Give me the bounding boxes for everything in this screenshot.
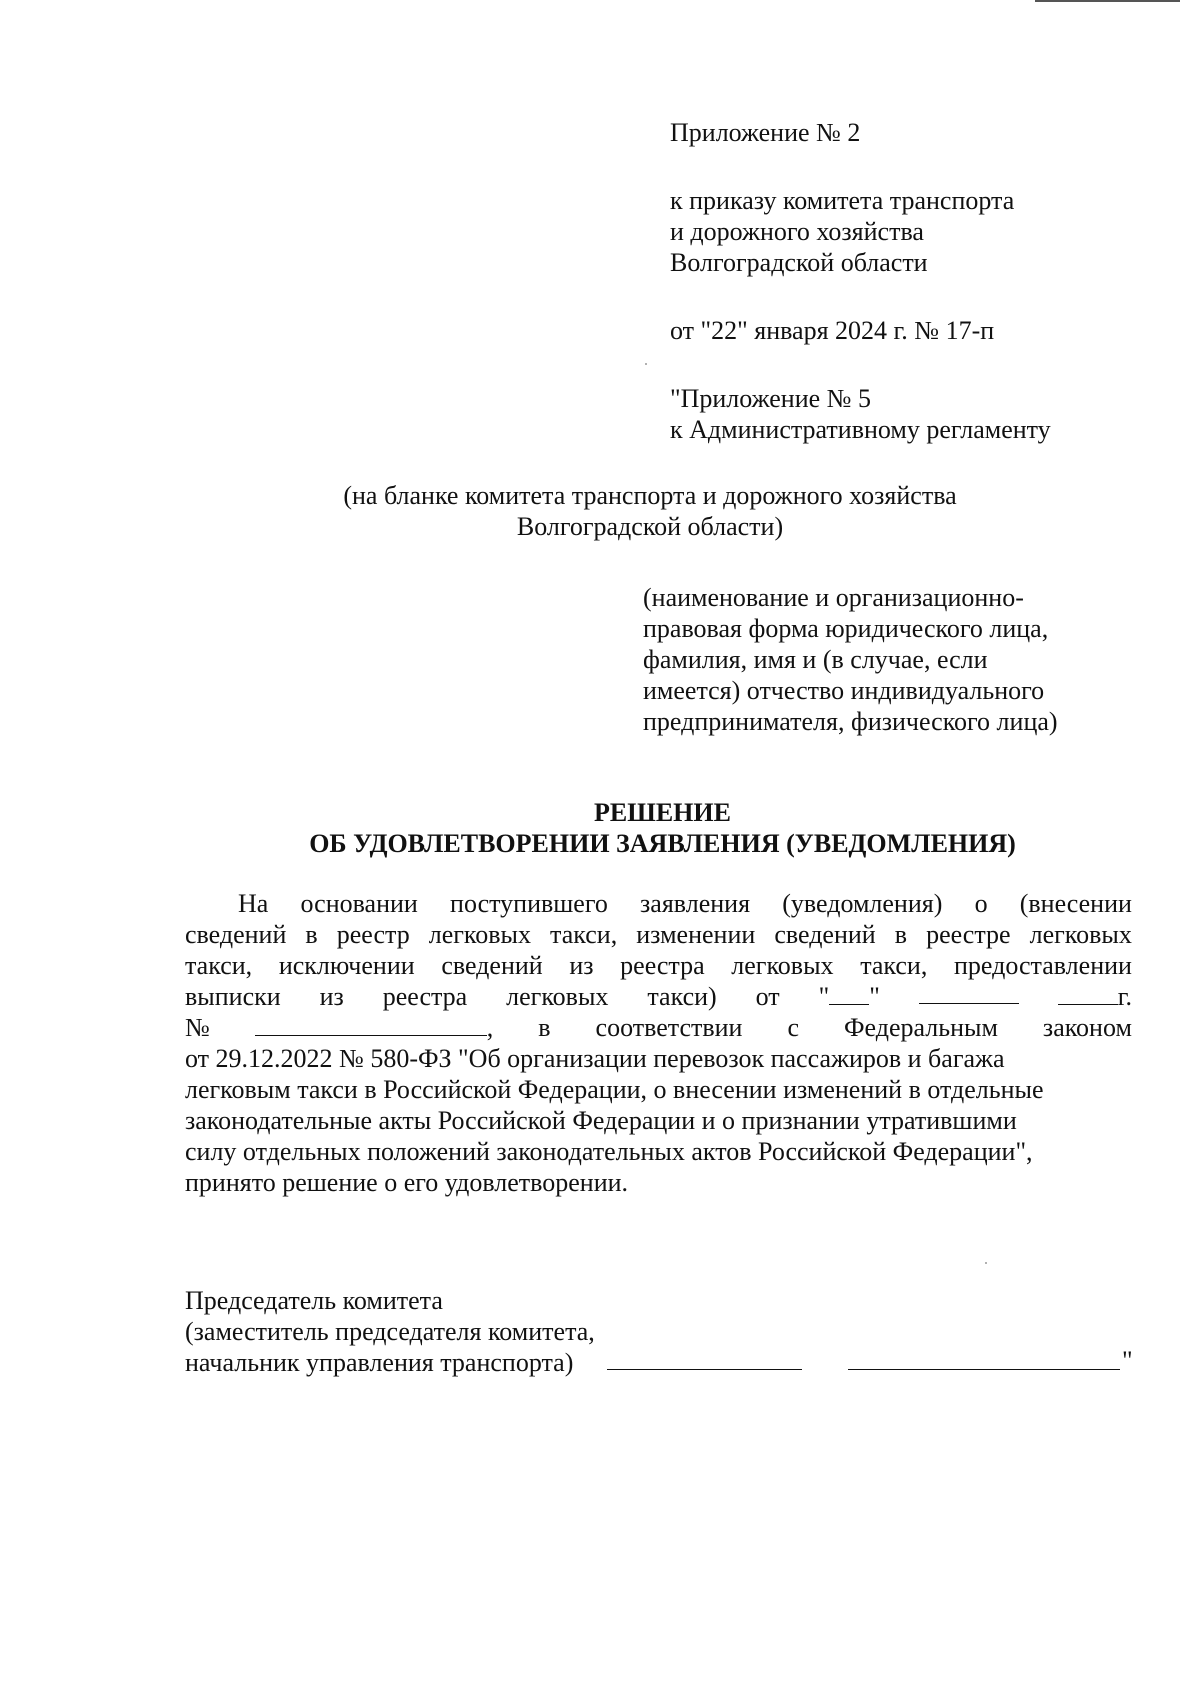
word: в <box>305 920 318 949</box>
word: сведений <box>441 951 543 980</box>
word: легковых <box>1029 920 1132 949</box>
number-blank <box>255 1013 487 1036</box>
word: № <box>185 1013 210 1042</box>
signature-blank <box>607 1367 802 1370</box>
paragraph-line: от 29.12.2022 № 580-ФЗ "Об организации перевозок пассажиров и багажа <box>185 1044 1005 1073</box>
word: соответствии <box>595 1013 743 1042</box>
word: легковых <box>731 951 834 980</box>
word: реестра <box>382 982 468 1011</box>
word: такси, <box>185 951 253 980</box>
word: выписки <box>185 982 281 1011</box>
word: основании <box>300 889 418 918</box>
scan-speck <box>645 363 647 365</box>
addressee-block <box>643 582 1058 737</box>
word: На <box>238 889 269 918</box>
scan-corner-mark <box>1035 0 1180 2</box>
paragraph-line: легковым такси в Российской Федерации, о внесении изменений в отдельные <box>185 1075 1044 1104</box>
word: предоставлении <box>954 951 1132 980</box>
to-order-line: Волгоградской области <box>670 248 928 277</box>
paragraph-line <box>185 950 1132 981</box>
document-title-line: ОБ УДОВЛЕТВОРЕНИИ ЗАЯВЛЕНИЯ (УВЕДОМЛЕНИЯ) <box>309 829 1016 858</box>
word: Федеральным <box>843 1013 998 1042</box>
order-date-text: от "22" января 2024 г. № 17-п <box>670 316 995 345</box>
word: сведений <box>185 920 287 949</box>
letterhead-note-line: Волгоградской области) <box>516 512 784 541</box>
signatory-title-line: Председатель комитета <box>185 1286 443 1315</box>
word: такси, <box>860 951 928 980</box>
paragraph-line <box>185 919 1132 950</box>
closing-quote: " <box>1122 1346 1133 1375</box>
decision-paragraph <box>185 888 1132 1198</box>
word: реестра <box>620 951 705 980</box>
appendix-title <box>670 117 860 148</box>
addressee-line: имеется) отчество индивидуального <box>643 676 1045 705</box>
addressee-line: правовая форма юридического лица, <box>643 614 1049 643</box>
paragraph-line: законодательные акты Российской Федерации и о признании утратившими <box>185 1106 1017 1135</box>
word: изменении <box>636 920 756 949</box>
word: легковых <box>506 982 609 1011</box>
document-title-line: РЕШЕНИЕ <box>594 798 731 827</box>
document-title <box>170 797 1155 859</box>
date-day-field: " " <box>818 982 880 1011</box>
to-order-block <box>670 185 1014 278</box>
signatory-title-line: (заместитель председателя комитета, <box>185 1317 595 1346</box>
to-order-line: и дорожного хозяйства <box>670 217 924 246</box>
word: из <box>319 982 344 1011</box>
regulation-appendix-line: к Административному регламенту <box>670 415 1051 444</box>
name-blank <box>848 1367 1120 1370</box>
year-blank <box>1058 982 1118 1005</box>
day-blank <box>829 982 869 1005</box>
word: законом <box>1042 1013 1132 1042</box>
word: в <box>538 1013 551 1042</box>
paragraph-line <box>185 981 1132 1012</box>
word: реестр <box>336 920 410 949</box>
addressee-line: предпринимателя, физического лица) <box>643 707 1058 736</box>
scan-speck <box>985 1262 987 1264</box>
regulation-appendix-line: "Приложение № 5 <box>670 384 871 413</box>
signatory-title-line: начальник управления транспорта) <box>185 1348 574 1377</box>
addressee-line: (наименование и организационно- <box>643 583 1024 612</box>
word: исключении <box>278 951 415 980</box>
to-order-line: к приказу комитета транспорта <box>670 186 1015 215</box>
word: (внесении <box>1019 889 1132 918</box>
word: в <box>894 920 908 949</box>
word: заявления <box>640 889 751 918</box>
paragraph-line <box>185 1012 1132 1043</box>
word: легковых <box>428 920 531 949</box>
year-field: г. <box>1058 981 1132 1012</box>
word: из <box>569 951 594 980</box>
paragraph-line: принято решение о его удовлетворении. <box>185 1168 629 1197</box>
signature-block <box>185 1285 595 1378</box>
word: (уведомления) <box>782 889 943 918</box>
word: такси) <box>647 982 717 1011</box>
order-date <box>670 315 994 346</box>
word: от <box>755 982 780 1011</box>
addressee-line: фамилия, имя и (в случае, если <box>643 645 988 674</box>
month-blank <box>919 981 1019 1004</box>
word: сведений <box>774 920 876 949</box>
letterhead-note-line: (на бланке комитета транспорта и дорожного хозяйства <box>343 481 957 510</box>
word: такси, <box>550 920 618 949</box>
number-field: , <box>255 1012 494 1043</box>
appendix-title-text: Приложение № 2 <box>670 118 861 147</box>
letterhead-note <box>250 480 1050 542</box>
word: с <box>787 1013 799 1042</box>
paragraph-line: силу отдельных положений законодательных актов Российской Федерации", <box>185 1137 1033 1166</box>
regulation-appendix-block <box>670 383 1051 445</box>
word: поступившего <box>450 889 608 918</box>
word: о <box>974 889 988 918</box>
word: реестре <box>926 920 1011 949</box>
paragraph-line <box>185 888 1132 919</box>
